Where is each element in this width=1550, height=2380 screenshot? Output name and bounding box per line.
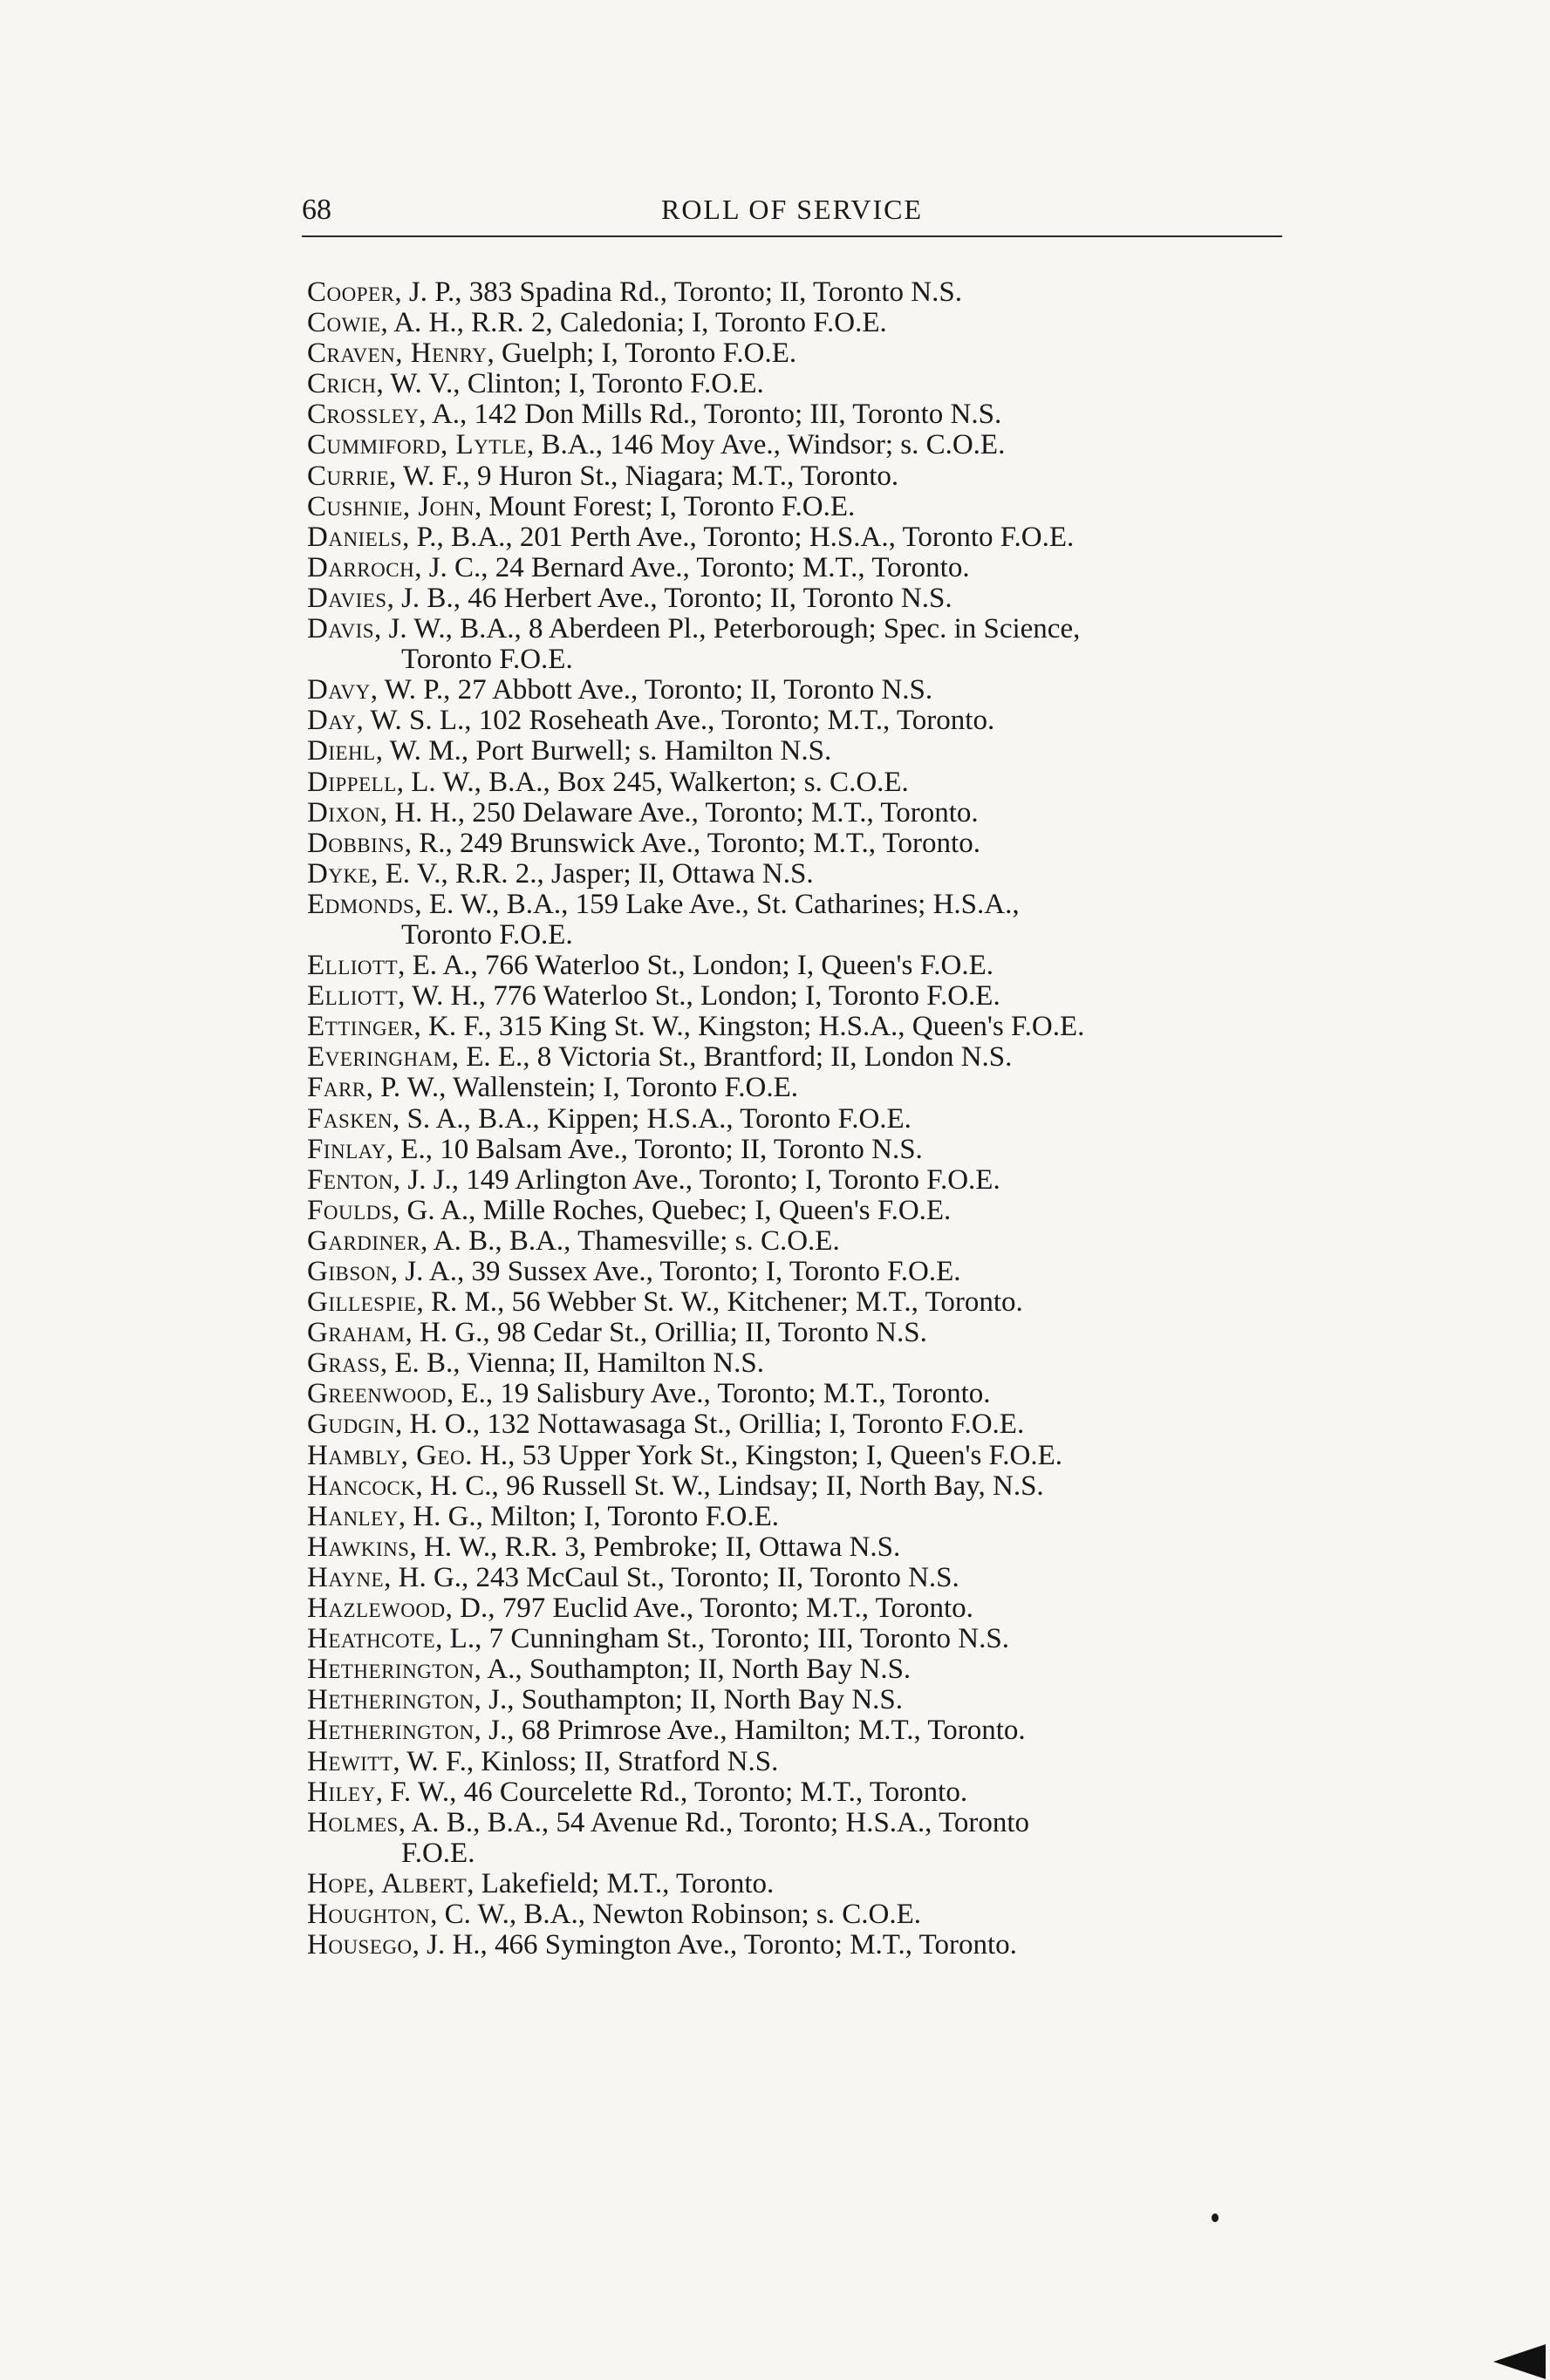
entry-surname: Heathcote	[307, 1623, 436, 1655]
entry-surname: Elliott	[307, 950, 399, 982]
entry-continuation	[307, 1838, 1293, 1869]
entry-surname: Houghton	[307, 1898, 431, 1930]
roll-entry	[307, 1715, 1293, 1746]
entry-surname: Davies	[307, 582, 387, 614]
entry-surname: Currie	[307, 460, 390, 492]
entry-details: , K. F., 315 King St. W., Kingston; H.S.A., Queen's F.O.E.	[413, 1011, 1085, 1043]
entry-details: , J. J., 149 Arlington Ave., Toronto; I, Toronto F.O.E.	[393, 1163, 1000, 1196]
entry-surname: Edmonds	[307, 888, 415, 920]
entry-surname: Cowie	[307, 307, 381, 339]
entry-details: , D., 797 Euclid Ave., Toronto; M.T., Toronto.	[445, 1592, 973, 1625]
entry-surname: Dobbins	[307, 827, 405, 859]
entry-details: , E., 10 Balsam Ave., Toronto; II, Toronto N.S.	[386, 1133, 923, 1165]
roll-entry	[307, 736, 1293, 767]
entry-details: , E. E., 8 Victoria St., Brantford; II, London N.S.	[451, 1041, 1013, 1074]
roll-entry	[307, 277, 1293, 308]
roll-entry	[307, 767, 1293, 798]
ink-speck	[1212, 2213, 1219, 2222]
roll-entry	[307, 1808, 1293, 1838]
running-title: ROLL OF SERVICE	[660, 194, 924, 225]
roll-entry	[307, 1379, 1293, 1409]
entry-details: , S. A., B.A., Kippen; H.S.A., Toronto F.O.E.	[393, 1102, 912, 1135]
entry-details: , C. W., B.A., Newton Robinson; s. C.O.E.	[430, 1898, 922, 1930]
entry-details: , L. W., B.A., Box 245, Walkerton; s. C.O.E.	[396, 766, 909, 798]
entry-details: , J. W., B.A., 8 Aberdeen Pl., Peterborough; Spec. in Science,	[374, 613, 1081, 645]
entry-details: , H. O., 132 Nottawasaga St., Orillia; I, Toronto F.O.E.	[394, 1408, 1025, 1441]
entry-details: , J., 68 Primrose Ave., Hamilton; M.T., Toronto.	[474, 1715, 1026, 1747]
entry-surname: Diehl	[307, 735, 376, 767]
entry-surname: Finlay	[307, 1133, 386, 1165]
entry-continuation	[307, 644, 1293, 675]
roll-entry	[307, 1318, 1293, 1348]
roll-entry	[307, 369, 1293, 399]
roll-entry	[307, 1441, 1293, 1471]
roll-entry	[307, 1348, 1293, 1379]
entry-details: , W. M., Port Burwell; s. Hamilton N.S.	[375, 735, 832, 767]
roll-entry	[307, 890, 1293, 920]
entry-surname: Graham	[307, 1317, 406, 1349]
entry-details: , R., 249 Brunswick Ave., Toronto; M.T., Toronto.	[404, 827, 980, 859]
entry-surname: Gibson	[307, 1256, 391, 1287]
entry-surname: Crossley	[307, 399, 420, 431]
entry-surname: Dyke	[307, 857, 372, 890]
entry-details: , Guelph; I, Toronto F.O.E.	[487, 338, 797, 370]
entry-details: , A. B., B.A., 54 Avenue Rd., Toronto; H.S.A., Toronto	[398, 1806, 1030, 1838]
roll-entry	[307, 522, 1293, 553]
roll-entry	[307, 1196, 1293, 1226]
entry-surname: Gardiner	[307, 1224, 421, 1257]
entry-surname: Hetherington	[307, 1715, 475, 1747]
roll-entry	[307, 1563, 1293, 1593]
entry-surname: Dippell	[307, 766, 397, 798]
entry-details: , E. W., B.A., 159 Lake Ave., St. Catharines; H.S.A.,	[414, 888, 1020, 920]
roll-entries-list	[307, 277, 1293, 1961]
entry-details: , W. V., Clinton; I, Toronto F.O.E.	[376, 368, 764, 400]
entry-surname: Davy	[307, 674, 371, 706]
roll-entry	[307, 308, 1293, 338]
roll-entry	[307, 1104, 1293, 1135]
entry-surname: Gudgin	[307, 1408, 395, 1441]
entry-surname: Fenton	[307, 1163, 393, 1196]
entry-surname: Davis	[307, 613, 375, 645]
roll-entry	[307, 706, 1293, 736]
entry-surname: Housego	[307, 1929, 413, 1961]
running-header	[302, 194, 1282, 237]
entry-details: , H. H., 250 Delaware Ave., Toronto; M.T., Toronto.	[379, 796, 979, 829]
roll-entry	[307, 1532, 1293, 1563]
entry-surname: Hetherington	[307, 1684, 475, 1716]
entry-details: , J. P., 383 Spadina Rd., Toronto; II, Toronto N.S.	[394, 276, 962, 308]
entry-surname: Greenwood	[307, 1378, 447, 1410]
entry-details: , E. A., 766 Waterloo St., London; I, Queen's F.O.E.	[398, 950, 994, 982]
entry-details: , A. B., B.A., Thamesville; s. C.O.E.	[420, 1224, 840, 1257]
entry-details: , W. P., 27 Abbott Ave., Toronto; II, Toronto N.S.	[370, 674, 933, 706]
entry-surname: Grass	[307, 1347, 380, 1380]
entry-details: , F. W., 46 Courcelette Rd., Toronto; M.T., Toronto.	[375, 1776, 968, 1808]
roll-entry	[307, 1257, 1293, 1287]
roll-entry	[307, 1073, 1293, 1103]
entry-surname: Ettinger	[307, 1011, 414, 1043]
page-number: 68	[302, 194, 331, 226]
entry-surname: Crich	[307, 368, 377, 400]
entry-details: , W. F., Kinloss; II, Stratford N.S.	[393, 1745, 779, 1777]
entry-details: , Lakefield; M.T., Toronto.	[467, 1867, 775, 1899]
roll-entry	[307, 492, 1293, 522]
entry-surname: Hambly, Geo.	[307, 1439, 473, 1471]
entry-surname: Darroch	[307, 551, 415, 583]
roll-entry	[307, 1930, 1293, 1961]
entry-details: , E. B., Vienna; II, Hamilton N.S.	[379, 1347, 764, 1380]
entry-details: , E., 19 Salisbury Ave., Toronto; M.T., Toronto.	[446, 1378, 991, 1410]
roll-entry	[307, 1869, 1293, 1899]
entry-surname: Hazlewood	[307, 1592, 446, 1625]
entry-surname: Hanley	[307, 1500, 399, 1532]
entry-details: H., 53 Upper York St., Kingston; I, Queen's F.O.E.	[472, 1439, 1062, 1471]
entry-details: F.O.E.	[401, 1837, 475, 1869]
roll-entry	[307, 461, 1293, 492]
roll-entry	[307, 675, 1293, 706]
entry-details: , P. W., Wallenstein; I, Toronto F.O.E.	[365, 1072, 799, 1104]
roll-entry	[307, 859, 1293, 890]
entry-details: , H. W., R.R. 3, Pembroke; II, Ottawa N.S.	[409, 1531, 901, 1563]
entry-surname: Hope, Albert	[307, 1867, 468, 1899]
entry-surname: Cooper	[307, 276, 395, 308]
roll-entry	[307, 338, 1293, 369]
entry-details: Toronto F.O.E.	[401, 644, 573, 676]
entry-surname: Hawkins	[307, 1531, 410, 1563]
entry-details: , A., Southampton; II, North Bay N.S.	[474, 1654, 912, 1686]
entry-details: , A. H., R.R. 2, Caledonia; I, Toronto F.O.E.	[380, 307, 887, 339]
roll-entry	[307, 1593, 1293, 1624]
entry-surname: Daniels	[307, 521, 403, 553]
entry-surname: Craven, Henry	[307, 338, 488, 370]
entry-details: , G. A., Mille Roches, Quebec; I, Queen's F.O.E.	[393, 1194, 952, 1226]
entry-details: , B.A., 146 Moy Ave., Windsor; s. C.O.E.	[526, 429, 1006, 461]
entry-continuation	[307, 920, 1293, 951]
entry-details: , W. H., 776 Waterloo St., London; I, Toronto F.O.E.	[398, 980, 1000, 1013]
roll-entry	[307, 614, 1293, 644]
entry-details: Toronto F.O.E.	[401, 918, 573, 951]
entry-details: , H. G., 98 Cedar St., Orillia; II, Toronto N.S.	[405, 1317, 927, 1349]
entry-surname: Hiley	[307, 1776, 376, 1808]
entry-details: , Mount Forest; I, Toronto F.O.E.	[475, 490, 856, 522]
entry-details: , J. B., 46 Herbert Ave., Toronto; II, Toronto N.S.	[386, 582, 953, 614]
entry-surname: Cummiford, Lytle	[307, 429, 527, 461]
entry-details: , H. G., 243 McCaul St., Toronto; II, Toronto N.S.	[384, 1561, 959, 1593]
entry-surname: Dixon	[307, 796, 380, 829]
entry-surname: Elliott	[307, 980, 399, 1013]
roll-entry	[307, 1685, 1293, 1715]
entry-details: , W. S. L., 102 Roseheath Ave., Toronto; M.T., Toronto.	[356, 705, 995, 737]
entry-details: , W. F., 9 Huron St., Niagara; M.T., Toronto.	[389, 460, 899, 492]
entry-surname: Hayne	[307, 1561, 385, 1593]
entry-surname: Hetherington	[307, 1654, 475, 1686]
entry-details: , H. C., 96 Russell St. W., Lindsay; II, North Bay, N.S.	[415, 1470, 1044, 1502]
roll-entry	[307, 1471, 1293, 1502]
roll-entry	[307, 1747, 1293, 1777]
entry-details: , R. M., 56 Webber St. W., Kitchener; M.T., Toronto.	[416, 1286, 1023, 1319]
entry-surname: Everingham	[307, 1041, 452, 1074]
entry-surname: Foulds	[307, 1194, 393, 1226]
entry-details: , E. V., R.R. 2., Jasper; II, Ottawa N.S.	[371, 857, 814, 890]
entry-details: , J. C., 24 Bernard Ave., Toronto; M.T., Toronto.	[414, 551, 970, 583]
entry-details: , J. H., 466 Symington Ave., Toronto; M.T., Toronto.	[412, 1929, 1017, 1961]
entry-surname: Farr	[307, 1072, 366, 1104]
roll-entry	[307, 829, 1293, 859]
entry-surname: Cushnie, John	[307, 490, 475, 522]
entry-details: , H. G., Milton; I, Toronto F.O.E.	[398, 1500, 780, 1532]
roll-entry	[307, 1899, 1293, 1930]
entry-surname: Gillespie	[307, 1286, 417, 1319]
roll-entry	[307, 553, 1293, 583]
roll-entry	[307, 1165, 1293, 1196]
entry-details: , A., 142 Don Mills Rd., Toronto; III, Toronto N.S.	[419, 399, 1002, 431]
roll-entry	[307, 798, 1293, 829]
roll-entry	[307, 583, 1293, 614]
page-edge-mark	[1493, 2344, 1546, 2379]
roll-entry	[307, 1624, 1293, 1654]
roll-entry	[307, 1777, 1293, 1808]
entry-surname: Holmes	[307, 1806, 399, 1838]
entry-surname: Fasken	[307, 1102, 393, 1135]
roll-entry	[307, 399, 1293, 430]
roll-entry	[307, 981, 1293, 1012]
entry-surname: Hancock	[307, 1470, 416, 1502]
entry-details: , L., 7 Cunningham St., Toronto; III, Toronto N.S.	[435, 1623, 1009, 1655]
roll-entry	[307, 430, 1293, 460]
entry-surname: Day	[307, 705, 357, 737]
roll-entry	[307, 1409, 1293, 1440]
entry-details: , J. A., 39 Sussex Ave., Toronto; I, Toronto F.O.E.	[390, 1256, 961, 1287]
entry-details: , P., B.A., 201 Perth Ave., Toronto; H.S.A., Toronto F.O.E.	[402, 521, 1075, 553]
entry-details: , J., Southampton; II, North Bay N.S.	[474, 1684, 903, 1716]
roll-entry	[307, 1135, 1293, 1165]
roll-entry	[307, 1654, 1293, 1685]
roll-entry	[307, 1042, 1293, 1073]
roll-entry	[307, 1287, 1293, 1318]
entry-surname: Hewitt	[307, 1745, 393, 1777]
roll-entry	[307, 951, 1293, 981]
roll-entry	[307, 1502, 1293, 1532]
roll-entry	[307, 1012, 1293, 1042]
roll-entry	[307, 1226, 1293, 1257]
